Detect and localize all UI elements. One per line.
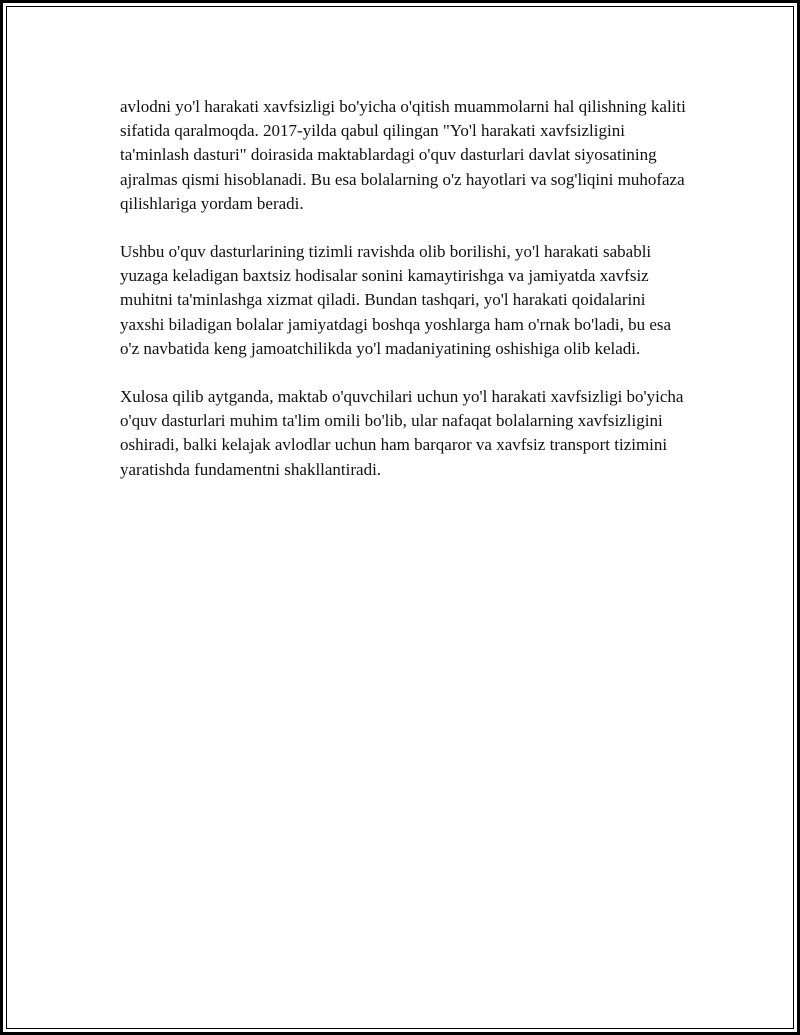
paragraph-3: Xulosa qilib aytganda, maktab o'quvchilari uchun yo'l harakati xavfsizligi bo'yicha o'quv dasturlari muhim ta'lim omili bo'lib, ular nafaqat bolalarning xavfsizligini oshiradi, balki kelajak avlodlar uchun ham barqaror va xavfsiz transport tizimini yaratishda fundamentni shakllantiradi. bbox=[120, 387, 684, 479]
document-body bbox=[120, 95, 692, 506]
paragraph-2: Ushbu o'quv dasturlarining tizimli ravishda olib borilishi, yo'l harakati sababli yuzaga keladigan baxtsiz hodisalar sonini kamaytirishga va jamiyatda xavfsiz muhitni ta'minlashga xizmat qiladi. Bundan tashqari, yo'l harakati qoidalarini yaxshi biladigan bolalar jamiyatdagi boshqa yoshlarga ham o'rnak bo'ladi, bu esa o'z navbatida keng jamoatchilikda yo'l madaniyatining oshishiga olib keladi. bbox=[120, 242, 672, 358]
paragraph-1: avlodni yo'l harakati xavfsizligi bo'yicha o'qitish muammolarni hal qilishning kaliti sifatida qaralmoqda. 2017-yilda qabul qilingan "Yo'l harakati xavfsizligini ta'minlash dasturi" doirasida maktablardagi o'quv dasturlari davlat siyosatining ajralmas qismi hisoblanadi. Bu esa bolalarning o'z hayotlari va sog'liqini muhofaza qilishlariga yordam beradi. bbox=[120, 97, 686, 213]
